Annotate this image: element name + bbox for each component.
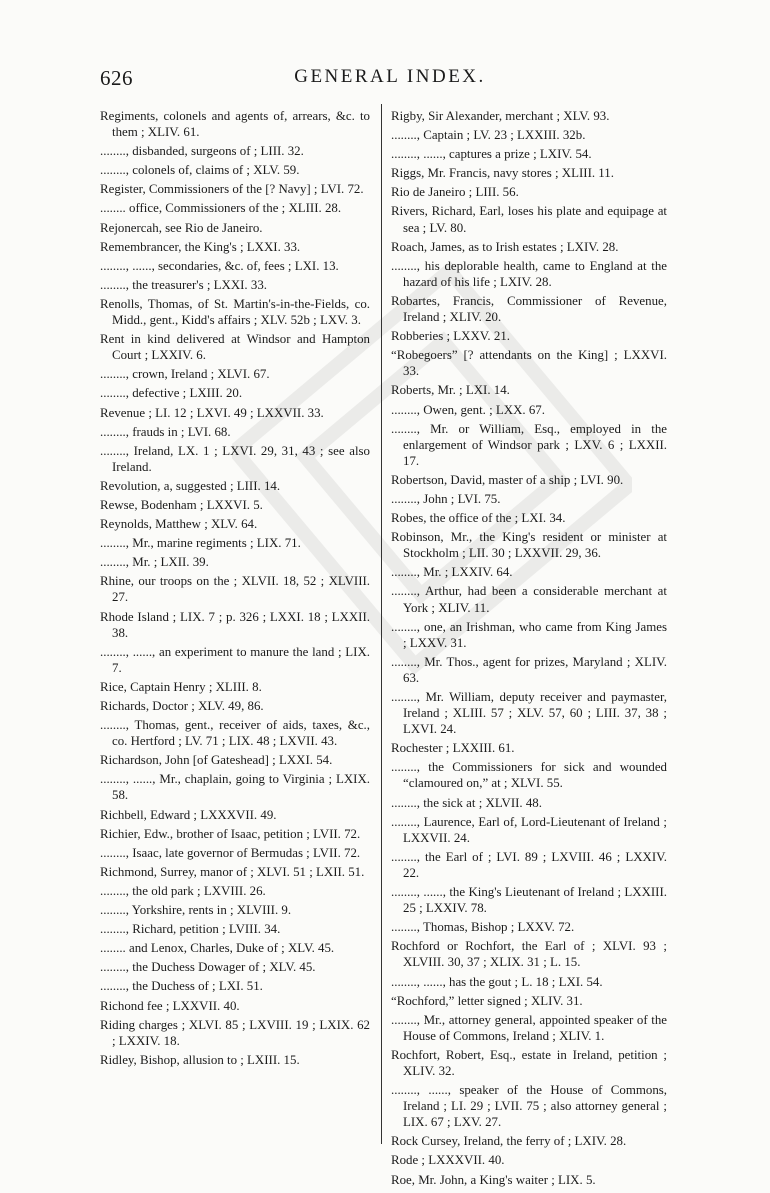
index-entry: ........, his deplorable health, came to England at the hazard of his life ; LXIV. 28. [391,258,667,289]
index-entry: “Robegoers” [? attendants on the King] ; LXXVI. 33. [391,348,667,379]
index-entry: ........, Ireland, LX. 1 ; LXVI. 29, 31, 43 ; see also Ireland. [100,443,370,474]
index-entry: Richardson, John [of Gateshead] ; LXXI. 54. [100,753,333,768]
index-entry: Rhine, our troops on the ; XLVII. 18, 52 ; XLVIII. 27. [100,574,370,605]
index-entry: Riding charges ; XLVI. 85 ; LXVIII. 19 ; LXIX. 62 ; LXXIV. 18. [100,1017,370,1048]
index-entry: ........, Mr. or William, Esq., employed in the enlargement of Windsor park ; LXV. 6 ; LXXII. 17. [391,421,667,468]
index-entry: Rejonercah, see Rio de Janeiro. [100,220,263,235]
index-entry: Reynolds, Matthew ; XLV. 64. [100,517,258,532]
index-entry: Rewse, Bodenham ; LXXVI. 5. [100,497,263,512]
index-entry: Robartes, Francis, Commissioner of Revenue, Ireland ; XLIV. 20. [391,293,667,325]
index-entry: ........, Isaac, late governor of Bermudas ; LVII. 72. [100,845,361,860]
index-entry: ........, ......, the King's Lieutenant of Ireland ; LXXIII. 25 ; LXXIV. 78. [391,885,667,916]
index-entry: ........, defective ; LXIII. 20. [100,386,243,401]
index-entry: Ridley, Bishop, allusion to ; LXIII. 15. [100,1052,300,1067]
index-entry: ........, the old park ; LXVIII. 26. [100,883,266,898]
left-column [100,108,370,1071]
index-entry: ........, Mr., marine regiments ; LIX. 71. [100,536,301,551]
index-entry: Revolution, a, suggested ; LIII. 14. [100,478,281,493]
index-entry: Rhode Island ; LIX. 7 ; p. 326 ; LXXI. 18 ; LXXII. 38. [100,609,370,640]
index-entry: ........, the Duchess Dowager of ; XLV. 45. [100,960,316,975]
index-entry: ........, Owen, gent. ; LXX. 67. [391,402,545,417]
index-entry: ........, Mr. ; LXXIV. 64. [391,565,513,580]
index-entry: ........, the Earl of ; LVI. 89 ; LXVIII. 46 ; LXXIV. 22. [391,849,667,880]
index-entry: Rio de Janeiro ; LIII. 56. [391,185,519,200]
index-entry: Richmond, Surrey, manor of ; XLVI. 51 ; LXII. 51. [100,864,365,879]
index-entry: ........, Captain ; LV. 23 ; LXXIII. 32b. [391,128,586,143]
index-entry: ........, ......, speaker of the House of Commons, Ireland ; LI. 29 ; LVII. 75 ; also attorney general ; LIX. 67 ; LXV. 27. [391,1083,667,1130]
index-entry: Rice, Captain Henry ; XLIII. 8. [100,679,262,694]
index-entry: Robertson, David, master of a ship ; LVI. 90. [391,472,624,487]
index-entry: ........, Mr., attorney general, appointed speaker of the House of Commons, Ireland ; XLIV. 1. [391,1012,667,1043]
index-entry: Riggs, Mr. Francis, navy stores ; XLIII. 11. [391,166,614,181]
index-entry: Rent in kind delivered at Windsor and Hampton Court ; LXXIV. 6. [100,332,370,363]
index-entry: ........ office, Commissioners of the ; XLIII. 28. [100,201,342,216]
index-entry: ........, John ; LVI. 75. [391,491,501,506]
index-entry: ........, ......, has the gout ; L. 18 ; LXI. 54. [391,974,603,989]
index-entry: ........, Thomas, gent., receiver of aids, taxes, &c., co. Hertford ; LV. 71 ; LIX. 48 ; LXVII. 43. [100,718,370,749]
index-entry: ........, ......, Mr., chaplain, going to Virginia ; LXIX. 58. [100,772,370,803]
index-entry: Richards, Doctor ; XLV. 49, 86. [100,699,264,713]
running-head: GENERAL INDEX. [294,66,486,87]
index-entry: ........, Mr. ; LXII. 39. [100,555,209,570]
index-entry: Rochester ; LXXIII. 61. [391,741,515,756]
right-column [391,108,667,1191]
index-entry: “Rochford,” letter signed ; XLIV. 31. [391,993,583,1008]
index-entry: ........, disbanded, surgeons of ; LIII. 32. [100,144,304,159]
index-entry: ........, Thomas, Bishop ; LXXV. 72. [391,920,575,935]
index-entry: ........, one, an Irishman, who came from King James ; LXXV. 31. [391,619,667,650]
page-number: 626 [100,66,133,90]
index-entry: Robes, the office of the ; LXI. 34. [391,511,566,526]
index-entry: ........ and Lenox, Charles, Duke of ; XLV. 45. [100,941,335,956]
index-entry: Roberts, Mr. ; LXI. 14. [391,383,510,398]
index-entry: Rivers, Richard, Earl, loses his plate and equipage at sea ; LV. 80. [391,204,667,235]
index-entry: ........, crown, Ireland ; XLVI. 67. [100,367,270,382]
index-entry: Rigby, Sir Alexander, merchant ; XLV. 93. [391,109,610,123]
index-entry: Register, Commissioners of the [? Navy] ; LVI. 72. [100,182,364,197]
index-entry: Rock Cursey, Ireland, the ferry of ; LXIV. 28. [391,1134,627,1149]
index-entry: ........, the Duchess of ; LXI. 51. [100,979,263,994]
index-entry: Renolls, Thomas, of St. Martin's-in-the-Fields, co. Midd., gent., Kidd's affairs ; XLV. 52b ; LXV. 3. [100,296,370,328]
index-entry: Robinson, Mr., the King's resident or minister at Stockholm ; LII. 30 ; LXXVII. 29, 36. [391,530,667,561]
index-entry: Roach, James, as to Irish estates ; LXIV. 28. [391,239,619,254]
index-entry: Rode ; LXXXVII. 40. [391,1153,505,1168]
column-divider [381,104,382,1144]
index-entry: ........, Richard, petition ; LVIII. 34. [100,922,281,937]
index-entry: Richond fee ; LXXVII. 40. [100,998,240,1013]
index-entry: ........, ......, captures a prize ; LXIV. 54. [391,147,592,162]
index-entry: ........, ......, secondaries, &c. of, fees ; LXI. 13. [100,258,339,273]
index-entry: ........, Mr. William, deputy receiver and paymaster, Ireland ; XLIII. 57 ; XLV. 57, 60 ; LIII. 37, 38 ; LXVI. 24. [391,690,667,737]
index-entry: ........, Yorkshire, rents in ; XLVIII. 9. [100,903,292,918]
index-entry: Richier, Edw., brother of Isaac, petition ; LVII. 72. [100,826,361,841]
index-entry: Rochfort, Robert, Esq., estate in Ireland, petition ; XLIV. 32. [391,1047,667,1078]
index-entry: ........, the Commissioners for sick and wounded “clamoured on,” at ; XLVI. 55. [391,760,667,791]
index-entry: Remembrancer, the King's ; LXXI. 33. [100,239,301,254]
index-entry: Revenue ; LI. 12 ; LXVI. 49 ; LXXVII. 33. [100,405,324,420]
index-entry: Robberies ; LXXV. 21. [391,329,510,344]
index-entry: Roe, Mr. John, a King's waiter ; LIX. 5. [391,1172,596,1187]
index-entry: Richbell, Edward ; LXXXVII. 49. [100,807,277,822]
index-entry: ........, colonels of, claims of ; XLV. 59. [100,163,300,178]
index-entry: Regiments, colonels and agents of, arrears, &c. to them ; XLIV. 61. [100,109,370,140]
index-entry: ........, ......, an experiment to manure the land ; LIX. 7. [100,644,370,675]
index-entry: ........, Arthur, had been a considerable merchant at York ; XLIV. 11. [391,584,667,615]
index-entry: Rochford or Rochfort, the Earl of ; XLVI. 93 ; XLVIII. 30, 37 ; XLIX. 31 ; L. 15. [391,939,667,970]
index-entry: ........, the treasurer's ; LXXI. 33. [100,277,267,292]
index-entry: ........, the sick at ; XLVII. 48. [391,795,542,810]
index-entry: ........, Laurence, Earl of, Lord-Lieutenant of Ireland ; LXXVII. 24. [391,814,667,845]
index-entry: ........, Mr. Thos., agent for prizes, Maryland ; XLIV. 63. [391,654,667,685]
index-entry: ........, frauds in ; LVI. 68. [100,424,231,439]
